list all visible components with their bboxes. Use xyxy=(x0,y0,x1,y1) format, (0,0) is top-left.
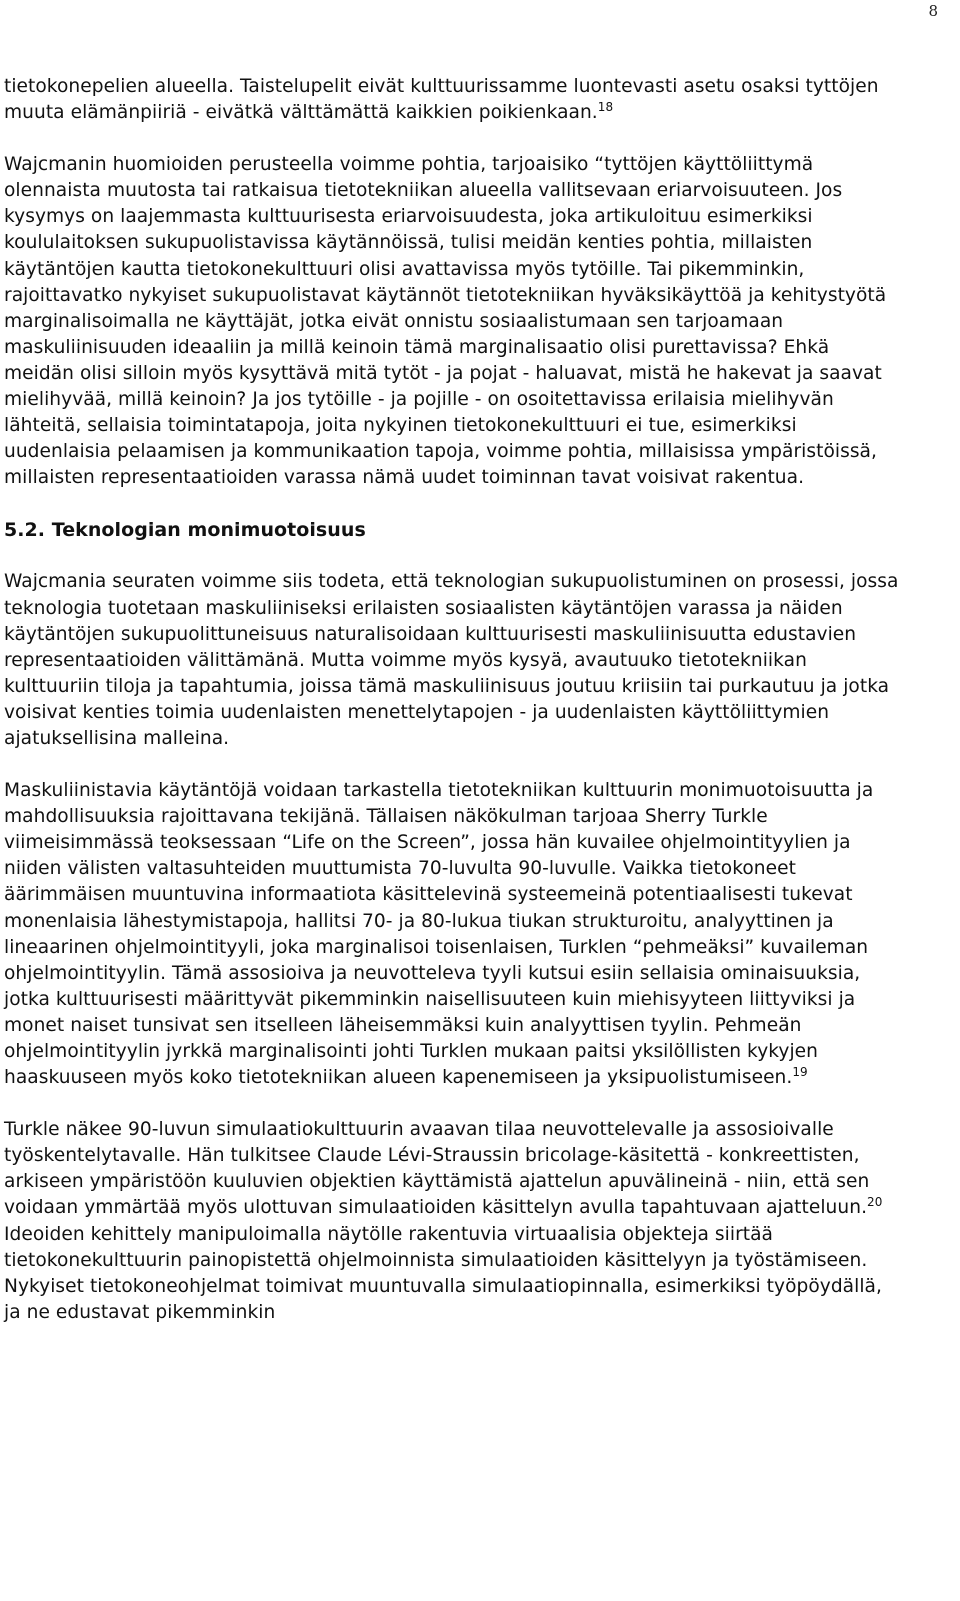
paragraph-technology-gendering xyxy=(4,569,904,752)
paragraph-text: Ideoiden kehittely manipuloimalla näytölle rakentuvia virtuaalisia objekteja siirtää tietokonekulttuurin painopistettä ohjelmoinnista simulaatioiden käsittelyyn ja työstämiseen. Nykyiset tietokoneohjelmat toimivat muuntuvalla simulaatiopinnalla, esimerkiksi työpöydällä, ja ne edustavat pikemminkin xyxy=(4,1223,882,1323)
paragraph-wajcman-conclusions xyxy=(4,152,904,491)
paragraph-text: tietokonepelien alueella. Taistelupelit eivät kulttuurissamme luontevasti asetu osaksi tyttöjen muuta elämänpiiriä - eivätkä välttämättä kaikkien poikienkaan. xyxy=(4,76,879,124)
footnote-reference: 18 xyxy=(597,99,614,114)
page-number: 8 xyxy=(928,2,938,20)
footnote-reference: 19 xyxy=(792,1064,808,1079)
footnote-reference: 20 xyxy=(867,1195,883,1210)
heading-text: 5.2. Teknologian monimuotoisuus xyxy=(4,519,366,542)
paragraph-text: Turkle näkee 90-luvun simulaatiokulttuurin avaavan tilaa neuvottelevalle ja assosioivalle työskentelytavalle. Hän tulkitsee Claude Lévi-Straussin bricolage-käsitettä - konkreettisten, arkiseen ympäristöön kuuluvien objektien käyttämistä ajattelun apuvälineinä - niin, että sen voidaan ymmärtää myös ulottuvan simulaatioiden käsittelyn avulla tapahtuvaan ajatteluun. xyxy=(4,1119,870,1219)
paragraph-text: Wajcmania seuraten voimme siis todeta, että teknologian sukupuolistuminen on prosessi, jossa teknologia tuotetaan maskuliiniseksi erilaisten sosiaalisten käytäntöjen varassa ja näiden käytäntöjen sukupuolittuneisuus naturalisoidaan kulttuurisesti maskuliinisuutta edustavien representaatioiden välittämänä. Mutta voimme myös kysyä, avautuuko tietotekniikan kulttuuriin tiloja ja tapahtumia, joissa tämä maskuliinisuus joutuu kriisiin tai purkautuu ja jotka voisivat kenties toimia uudenlaisten menettelytapojen - ja uudenlaisten käyttöliittymien ajatuksellisina malleina. xyxy=(4,571,899,749)
paragraph-text: Wajcmanin huomioiden perusteella voimme pohtia, tarjoaisiko “tyttöjen käyttöliittymä olennaista muutosta tai ratkaisua tietotekniikan alueella vallitsevaan eriarvoisuuteen. Jos kysymys on laajemmasta kulttuurisesta eriarvoisuudesta, joka artikuloituu esimerkiksi koululaitoksen sukupuolistavissa käytännöissä, tulisi meidän kenties pohtia, millaisten käytäntöjen kautta tietokonekulttuuri olisi avattavissa myös tytöille. Tai pikemminkin, rajoittavatko nykyiset sukupuolistavat käytännöt tietotekniikan hyväksikäyttöä ja kehitystyötä marginalisoimalla ne käyttäjät, jotka eivät onnistu sosiaalistumaan sen tarjoamaan maskuliinisuuden ideaaliin ja millä keinoin tämä marginalisaatio olisi purettavissa? Ehkä meidän olisi silloin myös kysyttävä mitä tytöt - ja pojat - haluavat, mistä he hakevat ja saavat mielihyvää, millä keinoin? Ja jos tytöille - ja pojille - on osoitettavissa erilaisia mielihyvän lähteitä, sellaisia toimintatapoja, joita nykyinen tietokonekulttuuri ei tue, esimerkiksi uudenlaisia pelaamisen ja kommunikaation tapoja, voimme pohtia, millaisissa ympäristöissä, millaisten representaatioiden varassa nämä uudet toiminnan tavat voisivat rakentua. xyxy=(4,154,887,489)
paragraph-turkle xyxy=(4,778,904,1091)
document-body xyxy=(4,74,904,1352)
section-heading xyxy=(4,517,904,543)
paragraph-simulation-culture xyxy=(4,1117,904,1326)
paragraph-text: Maskuliinistavia käytäntöjä voidaan tarkastella tietotekniikan kulttuurin monimuotoisuutta ja mahdollisuuksia rajoittavana tekijänä. Tällaisen näkökulman tarjoaa Sherry Turkle viimeisimmässä teoksessaan “Life on the Screen”, jossa hän kuvailee ohjelmointityylien ja niiden välisten valtasuhteiden muuttumista 70-luvulta 90-luvulle. Vaikka tietokoneet äärimmäisen muuntuvina informaatiota käsittelevinä systeemeinä potentiaalisesti tukevat monenlaisia lähestymistapoja, hallitsi 70- ja 80-lukua tiukan strukturoitu, analyyttinen ja lineaarinen ohjelmointityyli, joka marginalisoi toisenlaisen, Turklen “pehmeäksi” kuvaileman ohjelmointityylin. Tämä assosioiva ja neuvotteleva tyyli kutsui esiin sellaisia ominaisuuksia, jotka kulttuurisesti määrittyvät pikemminkin naisellisuuteen kuin miehisyyteen liittyviksi ja monet naiset tunsivat sen itselleen läheisemmäksi kuin analyyttisen tyylin. Pehmeän ohjelmointityylin jyrkkä marginalisointi johti Turklen mukaan paitsi yksilöllisten kykyjen haaskuuseen myös koko tietotekniikan alueen kapenemiseen ja yksipuolistumiseen. xyxy=(4,780,874,1089)
paragraph-continuation xyxy=(4,74,904,126)
